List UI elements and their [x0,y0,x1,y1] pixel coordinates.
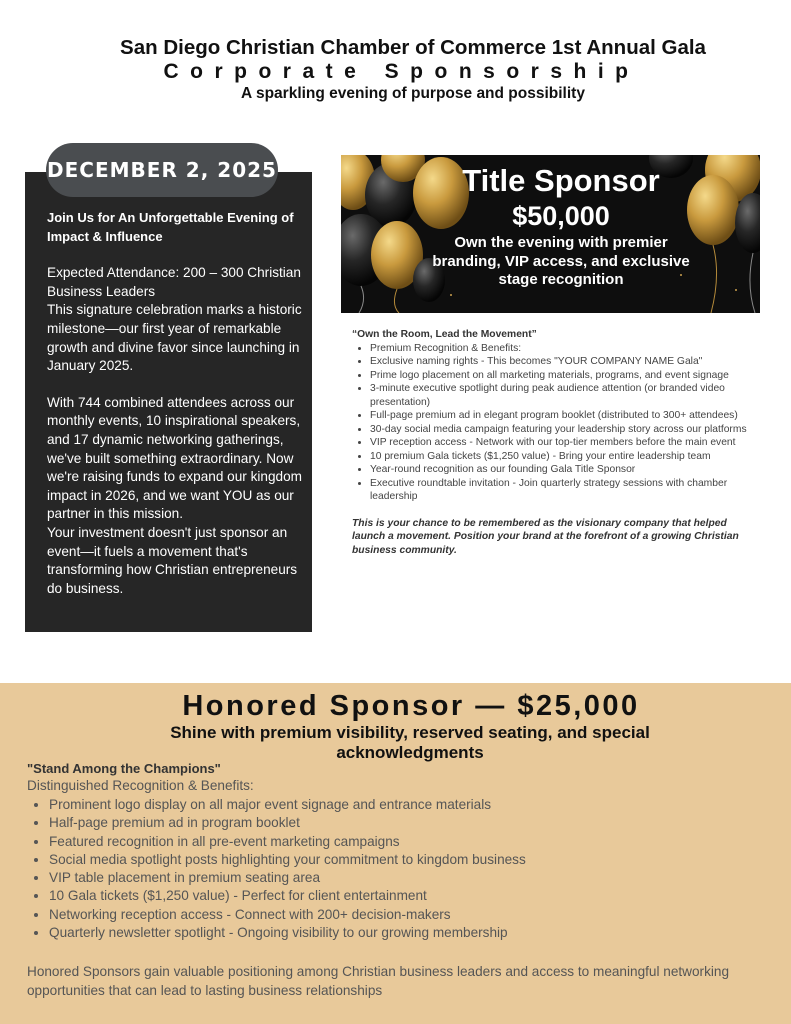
list-item: • 10 Gala tickets ($1,250 value) - Perfect for client entertainment [49,887,526,905]
list-item: • Quarterly newsletter spotlight - Ongoing visibility to our growing membership [49,924,526,942]
list-item: • 30-day social media campaign featuring your leadership story across our platforms [370,423,762,437]
title-sponsor-details [352,328,762,557]
list-item: • Exclusive naming rights - This becomes "YOUR COMPANY NAME Gala" [370,355,762,369]
title-sponsor-banner [341,155,760,313]
honored-sponsor-benefits-list [27,796,526,942]
event-date-badge: DECEMBER 2, 2025 [46,143,278,197]
list-item: • Featured recognition in all pre-event marketing campaigns [49,833,526,851]
event-paragraph-3: Your investment doesn't just sponsor an event—it fuels a movement that's transforming how Christian entrepreneurs do business. [47,524,298,596]
page-subtitle: Corporate Sponsorship [163,60,640,83]
list-item: • 10 premium Gala tickets ($1,250 value) - Bring your entire leadership team [370,450,762,464]
list-item: • VIP reception access - Network with our top-tier members before the main event [370,436,762,450]
honored-sponsor-quote: "Stand Among the Champions" [27,761,221,776]
page-title: San Diego Christian Chamber of Commerce 1st Annual Gala [120,36,706,59]
event-paragraph-2: With 744 combined attendees across our monthly events, 10 inspirational speakers, and 17 dynamic networking gatherings, we've built something extraordinary. Now we're raising funds to expand our kingdom impact in 2026, and we want YOU as our partner in this mission. [47,394,302,522]
honored-sponsor-intro: Distinguished Recognition & Benefits: [27,778,254,793]
title-sponsor-name: Title Sponsor [462,163,660,198]
title-sponsor-closing: This is your chance to be remembered as the visionary company that helped launch a movement. Position your brand at the forefront of a growing Christian business community. [352,517,739,556]
list-item: • Full-page premium ad in elegant program booklet (distributed to 300+ attendees) [370,409,762,423]
title-sponsor-benefits-list [352,342,762,504]
event-paragraph-1: This signature celebration marks a historic milestone—our first year of remarkable growth and divine favor since launching in January 2025. [47,302,302,374]
list-item: • Networking reception access - Connect with 200+ decision-makers [49,906,526,924]
list-item: • VIP table placement in premium seating area [49,869,526,887]
honored-sponsor-closing: Honored Sponsors gain valuable positioning among Christian business leaders and access to meaningful networking opportunities that can lead to lasting business relationships [27,964,730,998]
list-item: • Premium Recognition & Benefits: [370,342,762,356]
list-item: • 3-minute executive spotlight during peak audience attention (or branded video presentation) [370,382,762,409]
list-item: • Social media spotlight posts highlighting your commitment to kingdom business [49,851,526,869]
title-sponsor-quote: “Own the Room, Lead the Movement” [352,329,537,340]
list-item: • Prominent logo display on all major event signage and entrance materials [49,796,526,814]
page-tagline: A sparkling evening of purpose and possibility [241,85,585,102]
list-item: • Prime logo placement on all marketing materials, programs, and event signage [370,369,762,383]
event-attendance: Expected Attendance: 200 – 300 Christian Business Leaders [47,265,301,299]
honored-sponsor-title: Honored Sponsor — $25,000 [182,690,640,722]
event-info-text [47,209,303,598]
list-item: • Executive roundtable invitation - Join quarterly strategy sessions with chamber leadership [370,477,762,504]
event-heading: Join Us for An Unforgettable Evening of Impact & Influence [47,210,294,244]
title-sponsor-price: $50,000 [512,201,610,231]
list-item: • Year-round recognition as our founding Gala Title Sponsor [370,463,762,477]
title-sponsor-description: Own the evening with premier branding, VIP access, and exclusive stage recognition [432,234,690,288]
list-item: • Half-page premium ad in program booklet [49,814,526,832]
honored-sponsor-subtitle: Shine with premium visibility, reserved seating, and special acknowledgments [170,723,650,762]
